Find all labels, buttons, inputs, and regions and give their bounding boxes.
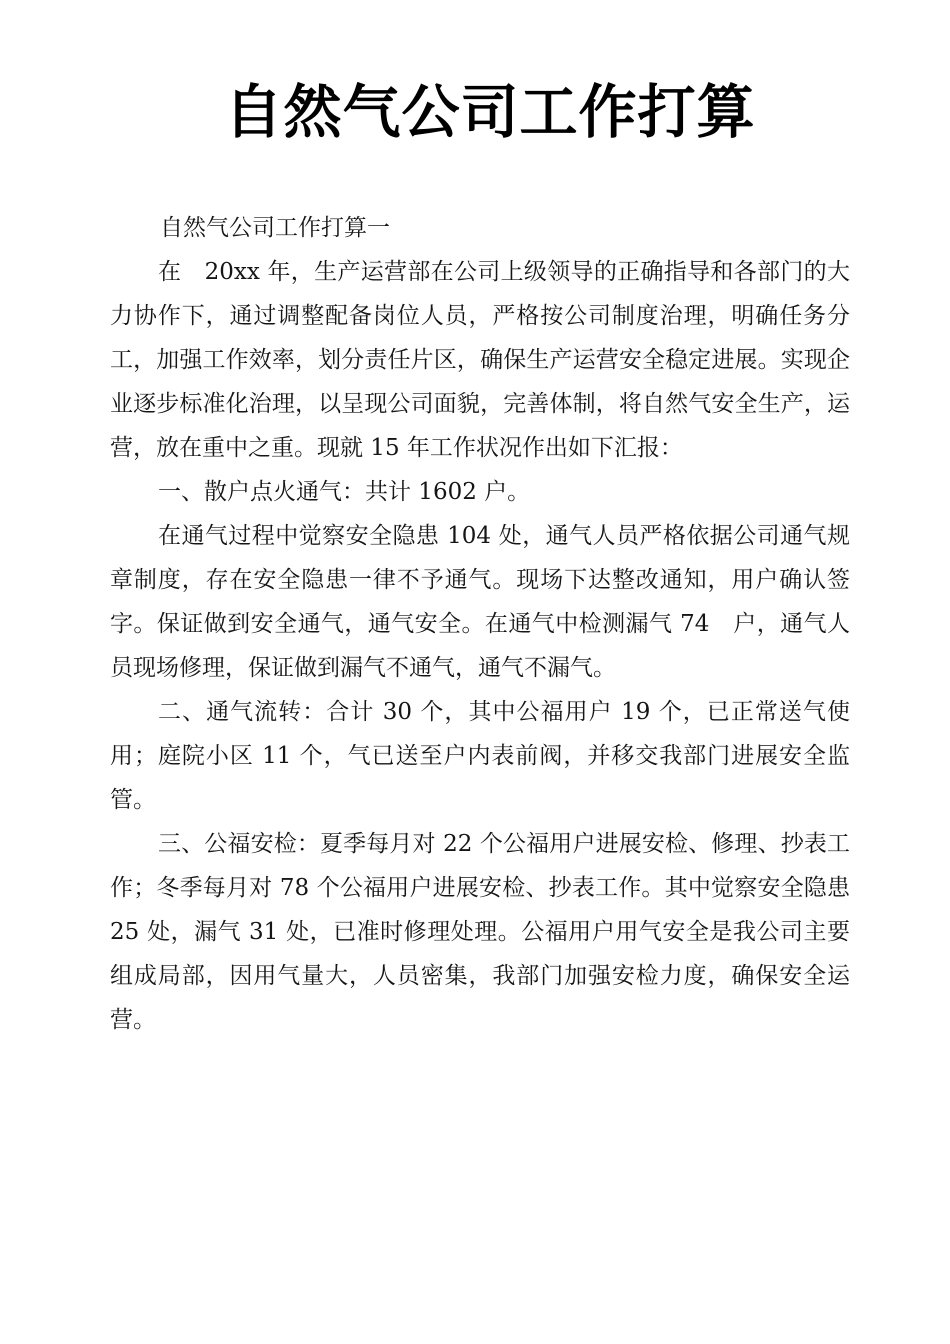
paragraph-item-3: 三、公福安检：夏季每月对 22 个公福用户进展安检、修理、抄表工作；冬季每月对 78 个公福用户进展安检、抄表工作。其中觉察安全隐患 25 处，漏气 31 处，已准时修理处理。公福用户用气安全是我公司主要组成局部，因用气量大，人员密集，我部门加强安检力度，确保安全运营。	[110, 831, 850, 1033]
section-heading: 自然气公司工作打算一	[160, 215, 390, 241]
paragraph-intro: 在 20xx 年，生产运营部在公司上级领导的正确指导和各部门的大力协作下，通过调整配备岗位人员，严格按公司制度治理，明确任务分工，加强工作效率，划分责任片区，确保生产运营安全稳定进展。实现企业逐步标准化治理，以呈现公司面貌，完善体制，将自然气安全生产，运营，放在重中之重。现就 15 年工作状况作出如下汇报：	[110, 259, 850, 461]
document-body	[110, 206, 850, 1042]
paragraph-item-1-detail: 在通气过程中觉察安全隐患 104 处，通气人员严格依据公司通气规章制度，存在安全隐患一律不予通气。现场下达整改通知，用户确认签字。保证做到安全通气，通气安全。在通气中检测漏气 74 户，通气人员现场修理，保证做到漏气不通气，通气不漏气。	[110, 523, 850, 681]
document-title: 自然气公司工作打算	[224, 78, 756, 146]
paragraph-item-1: 一、散户点火通气：共计 1602 户。	[158, 479, 531, 505]
paragraph-item-2: 二、通气流转：合计 30 个，其中公福用户 19 个，已正常送气使用；庭院小区 11 个，气已送至户内表前阀，并移交我部门进展安全监管。	[110, 699, 850, 813]
